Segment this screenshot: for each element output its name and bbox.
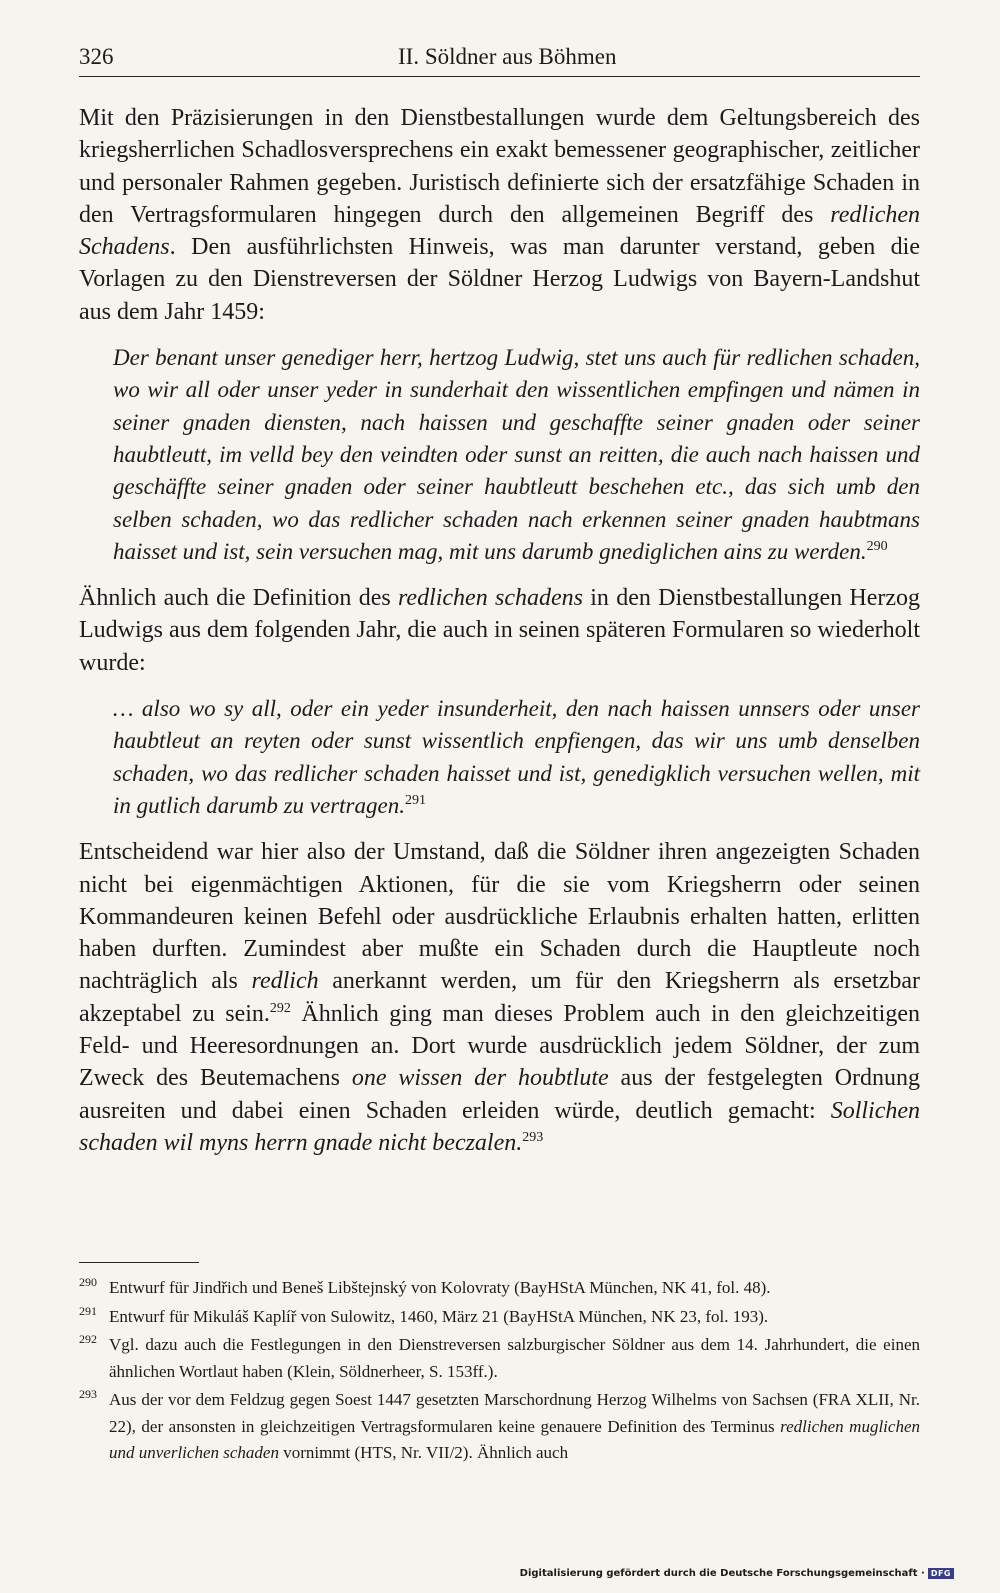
- footnote-ref-290[interactable]: 290: [866, 538, 888, 554]
- footnote-293: $^{293}$ Aus der vor dem Feldzug gegen Soest 1447 gesetzten Marschordnung Herzog Wilhelms von Sachsen (FRA XLII, Nr. 22), der ansonsten in gleichzeitigen Vertragsformularen keine genauere Definition des Terminus redlichen muglichen und unverlichen schaden vornimmt (HTS, Nr. VII/2). Ähnlich auch: [79, 1387, 920, 1462]
- footnote-292: $^{292}$ Vgl. dazu auch die Festlegungen in den Dienstreversen salzburgischer Söldner aus dem 14. Jahrhundert, die einen ähnlichen Wortlaut haben (Klein, Söldnerheer, S. 153ff.).: [79, 1332, 920, 1381]
- footnote-ref-291[interactable]: 291: [404, 792, 426, 808]
- paragraph-2: Ähnlich auch die Definition des redlichen schadens in den Dienstbestallungen Herzog Ludwigs aus dem folgenden Jahr, die auch in seinen späteren Formularen so wiederholt wurde:: [79, 585, 920, 676]
- dfg-logo-icon: DFG: [928, 1568, 954, 1579]
- footnote-ref-293[interactable]: 293: [522, 1129, 544, 1145]
- emphasis: redlichen schadens: [397, 585, 583, 612]
- footnote-291: $^{291}$ Entwurf für Mikuláš Kaplíř von Sulowitz, 1460, März 21 (BayHStA München, NK 23, fol. 193).: [79, 1303, 769, 1326]
- footnote-divider: [79, 1262, 199, 1263]
- main-text: [79, 102, 920, 1159]
- footnote-290: $^{290}$ Entwurf für Jindřich und Beneš Libštejnský von Kolovraty (BayHStA München, NK 41, fol. 48).: [79, 1275, 771, 1297]
- chapter-title: II. Söldner aus Böhmen: [398, 44, 617, 69]
- credit-text: Digitalisierung gefördert durch die Deutsche Forschungsgemeinschaft ·: [519, 1568, 925, 1579]
- footnotes: [79, 1275, 920, 1469]
- emphasis: redlich: [251, 968, 319, 995]
- emphasis: redlichen Schadens: [79, 201, 920, 261]
- paragraph-3: Entscheidend war hier also der Umstand, daß die Söldner ihren angezeigten Schaden nicht bei eigenmächtigen Aktionen, für die sie vom Kriegsherrn oder seinen Kommandeuren keinen Befehl oder ausdrückliche Erlaubnis erhalten hatten, erlitten haben durften. Zumindest aber mußte ein Schaden durch die Hauptleute noch nachträglich als redlich anerkannt werden, um für den Kriegsherrn als ersetzbar akzeptabel zu sein.$^{292}$ Ähnlich ging man dieses Problem auch in den gleichzeitigen Feld- und Heeresordnungen an. Dort wurde ausdrücklich jedem Söldner, der zum Zweck des Beutemachens one wissen der houbtlute aus der festgelegten Ordnung ausreiten und dabei einen Schaden erleiden würde, deutlich gemacht: Sollichen schaden wil myns herrn gnade nicht beczalen.$^{293}$: [79, 839, 921, 1156]
- paragraph-1: Mit den Präzisierungen in den Dienstbestallungen wurde dem Geltungsbereich des kriegsherrlichen Schadlosversprechens ein exakt bemessener geographischer, zeitlicher und personaler Rahmen gegeben. Juristisch definierte sich der ersatzfähige Schaden in den Vertragsformularen hingegen durch den allgemeinen Begriff des redlichen Schadens. Den ausführlichsten Hinweis, was man darunter verstand, geben die Vorlagen zu den Dienstreversen der Söldner Herzog Ludwigs von Bayern-Landshut aus dem Jahr 1459:: [79, 105, 920, 325]
- running-head: [79, 40, 920, 77]
- digitization-credit: [520, 1568, 954, 1579]
- emphasis: one wissen der houbtlute: [351, 1065, 609, 1092]
- page-number: 326: [79, 44, 114, 69]
- block-quote-2: … also wo sy all, oder ein yeder insunderheit, den nach haissen unnsers oder unser haubtleut an reyten oder sunst wissentlich enpfiengen, das wir uns umb denselben schaden, wo das redlicher schaden haisset und ist, genedigklich versuchen wellen, mit in gutlich darumb zu vertragen.$^{291}$: [113, 696, 920, 818]
- footnote-ref-292[interactable]: 292: [269, 1000, 291, 1016]
- emphasis: Sollichen schaden wil myns herrn gnade nicht beczalen.: [79, 1097, 920, 1156]
- block-quote-1: Der benant unser genediger herr, hertzog Ludwig, stet uns auch für redlichen schaden, wo wir all oder unser yeder in sunderhait den wissentlichen empfingen und nämen in seiner gnaden diensten, nach haissen und geschaffte seiner gnaden oder seiner haubtleutt, im velld bey den veindten oder sunst an reitten, die auch nach haissen und geschäffte seiner gnaden oder seiner haubtleutt beschehen etc., das sich umb den selben schaden, wo das redlicher schaden nach erkennen seiner gnaden haubtmans haisset und ist, sein versuchen mag, mit uns darumb gnediglichen ains zu werden.$^{290}$: [113, 345, 920, 564]
